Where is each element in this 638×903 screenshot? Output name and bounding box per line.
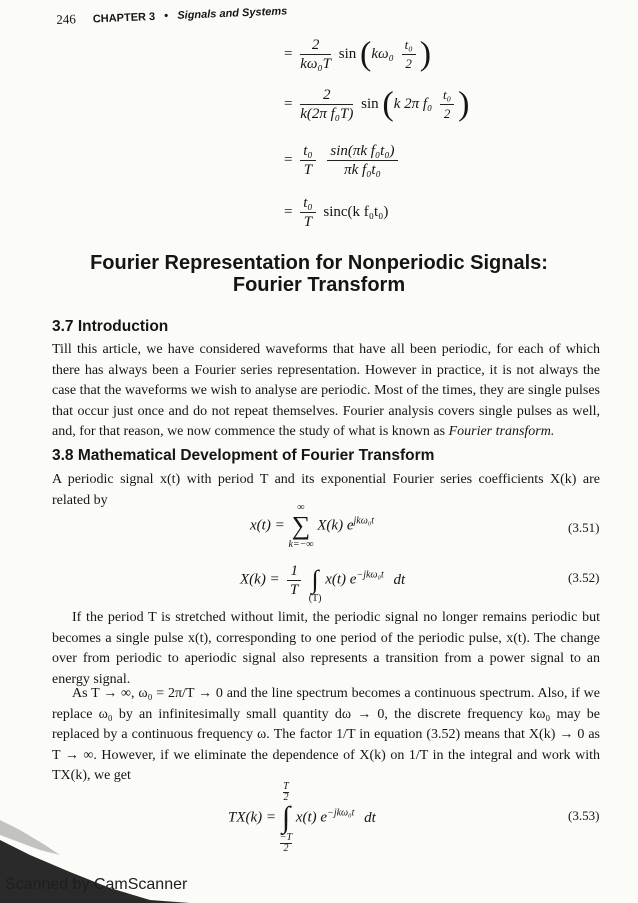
equation-number-3-53: (3.53) [568,808,600,823]
sinc-function: sinc(k f₀t₀) [323,203,389,220]
equals-sign: = [284,151,293,168]
running-header [56,2,288,28]
page-number: 246 [56,11,77,27]
equals-sign: = [284,45,293,62]
section-heading-3-8: 3.8 Mathematical Development of Fourier Transform [52,447,435,464]
equals-sign: = [284,95,293,112]
equation-number-3-52: (3.52) [568,570,600,585]
chapter-title-line-1: Fourier Representation for Nonperiodic Signals: [90,252,548,274]
sin-function: sin [361,95,379,112]
fraction: $\frac{\text{t₀}}{T}$ [300,142,315,179]
section-label: Signals and Systems [177,5,288,22]
section-heading-3-7: 3.7 Introduction [52,318,169,335]
equation-3-53: TX(k) = $\frac{T}{2}$ ∫ $\frac{-T}{2} x(t)$ $e^{-jk\omega_0t}$ dt [228,781,376,854]
fraction: $\frac{2}{\text{k(2π f₀T)}}$ [300,87,354,122]
equals-sign: = [284,203,293,220]
equation-3-51: x(t) = ∞ ∑ k=−∞ X(k) $e^{jk\omega_0t}$ [250,502,375,550]
chapter-label: CHAPTER 3 [92,10,156,26]
scanner-watermark: Scanned by CamScanner [5,876,188,893]
derivation-line-4 [284,194,388,231]
derivation-line-1: = $\frac{2}{\text{kω₀T}}$ sin (kω₀ $\frac{\text{t₀}}{2}$ ) [284,35,432,73]
section-3-8-intro: A periodic signal x(t) with period T and its exponential Fourier series coefficients X(k) are related by [52,472,600,508]
equation-number-3-51: (3.51) [568,520,600,535]
derivation-line-2: = $\frac{2}{\text{k(2π f₀T)}}$ sin (k 2π f₀ $\frac{\text{t₀}}{2}$ ) [284,85,470,123]
fraction: $\frac{2}{\text{kω₀T}}$ [300,37,332,72]
sin-function: sin [338,45,357,62]
section-3-7-body: Till this article, we have considered waveforms that have all been periodic, for each of which there has always been a Fourier series representation. However in practice, it is not always the case that the waveforms we wish to analyse are periodic. Most of the times, they are single pulses that occur just once and do not repeat themselves. Fourier analysis covers single pulses as well, and, for that reason, we now commence the study of what is known as Fourier transform. [52,342,600,440]
paragraph-period-stretched: If the period T is stretched without limit, the periodic signal no longer remains periodic but becomes a single pulse x(t), corresponding to one period of the periodic pulse, x(t). The change over from periodic to aperiodic signal also represents a transition from a power signal to an energy signal. [52,610,600,687]
derivation-line-3 [284,142,402,179]
summation: ∞ ∑ k=−∞ [288,502,314,550]
fraction: $\frac{\text{sin(πk f₀t₀)}}{\text{πk f₀t₀}}$ [327,142,397,179]
fraction: $\frac{\text{t₀}}{T}$ [300,194,315,231]
chapter-title-line-2: Fourier Transform [232,274,406,296]
header-separator: • [163,8,169,23]
equation-3-52: X(k) = $\frac{1}{T}$ ∫ (T) x(t) $e^{-jk\omega_0t}$ dt [240,556,405,604]
paragraph-limit: As T → ∞, ω₀ = 2π/T → 0 and the line spectrum becomes a continuous spectrum. Also, if we replace ω₀ by an infinitesimally small quantity dω → 0, the discrete frequency kω₀ may be replaced by a continuous frequency ω. The factor 1/T in equation (3.52) means that X(k) → 0 as T → ∞. However, if we eliminate the dependence of X(k) on 1/T in the integral and work with TX(k), we get [52,686,600,784]
integral: ∫ (T) [308,565,322,604]
integral: $\frac{T}{2}$ ∫ $\frac{-T}{2}$ [279,781,293,854]
